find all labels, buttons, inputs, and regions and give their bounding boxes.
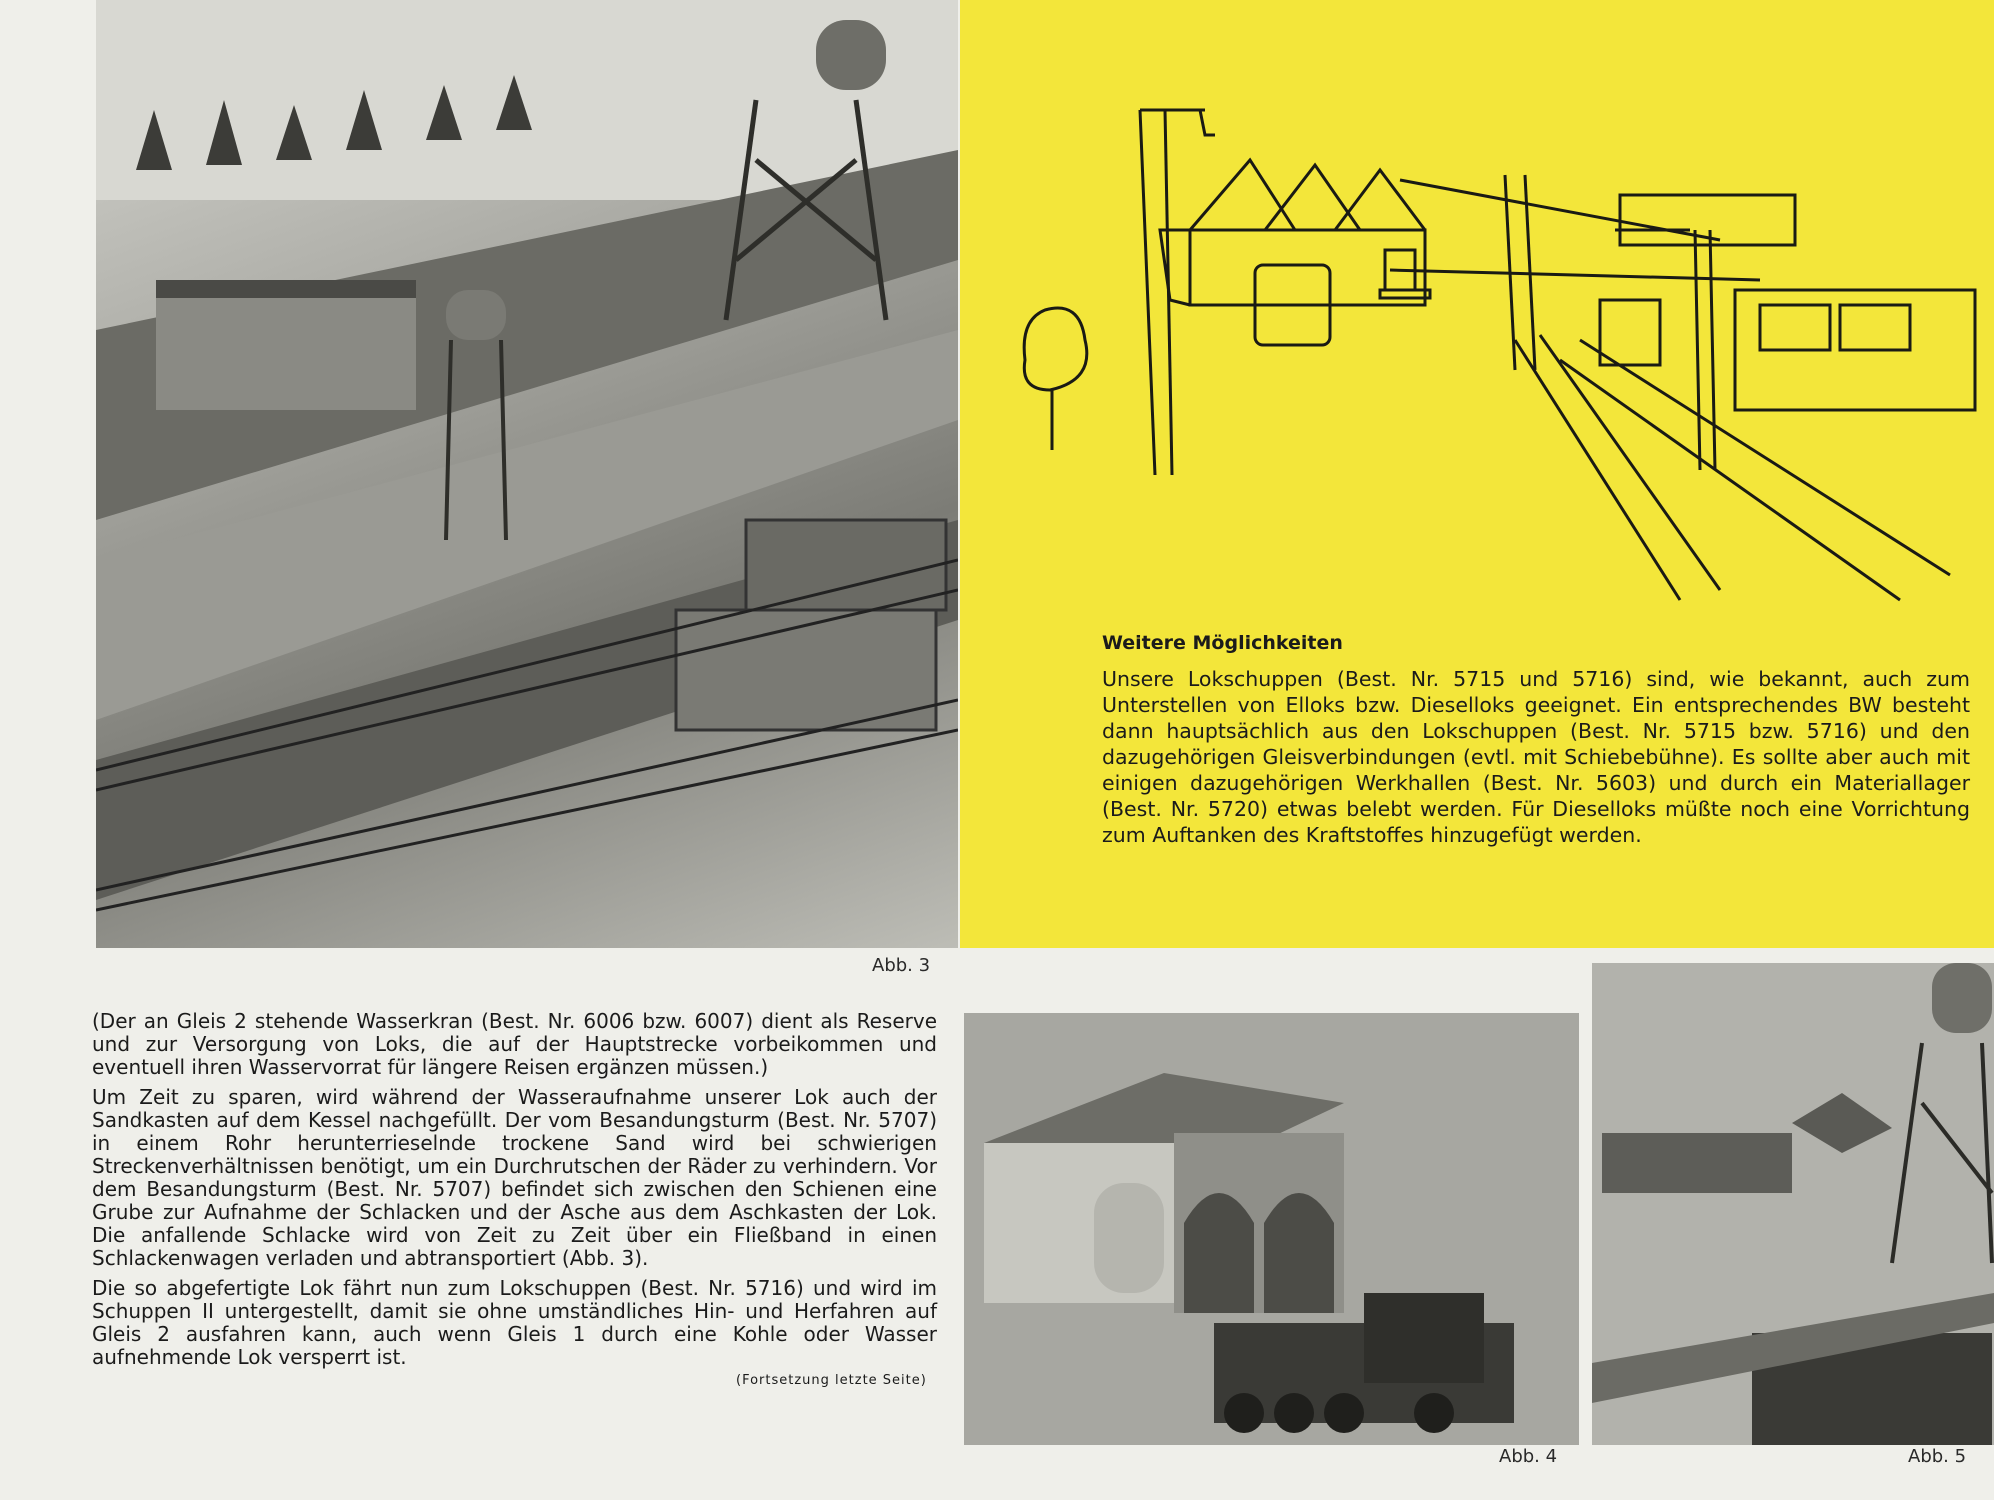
abb4-caption: Abb. 4 <box>1499 1446 1558 1467</box>
info-box <box>960 0 1994 948</box>
main-paragraph: Um Zeit zu sparen, wird während der Wasseraufnahme unserer Lok auch der Sandkasten auf dem Kessel nachgefüllt. Der vom Besandungsturm (Best. Nr. 5707) in einem Rohr herunterrieselnde trockene Sand wird bei schwierigen Streckenverhältnissen benötigt, um ein Durchrutschen der Räder zu verhindern. Vor dem Besandungsturm (Best. Nr. 5707) befindet sich zwischen den Schienen eine Grube zur Aufnahme der Schlacken und der Asche aus dem Aschkasten der Lok. Die anfallende Schlacke wird von Zeit zu Zeit über ein Fließband in einen Schlackenwagen verladen und abtransportiert (Abb. 3). <box>92 1085 937 1270</box>
continuation-note: (Fortsetzung letzte Seite) <box>736 1373 927 1388</box>
abb3-caption: Abb. 3 <box>872 955 931 976</box>
main-text <box>92 1010 937 1376</box>
main-paragraph: (Der an Gleis 2 stehende Wasserkran (Best. Nr. 6006 bzw. 6007) dient als Reserve und zur Versorgung von Loks, die auf der Hauptstrecke vorbeikommen und eventuell ihren Wasservorrat für längere Reisen ergänzen müssen.) <box>92 1009 937 1079</box>
main-paragraph: Die so abgefertigte Lok fährt nun zum Lokschuppen (Best. Nr. 5716) und wird im Schuppen II untergestellt, damit sie ohne umständliches Hin- und Herfahren auf Gleis 2 ausfahren kann, auch wenn Gleis 1 durch eine Kohle oder Wasser aufnehmende Lok versperrt ist. <box>92 1276 937 1369</box>
abb5-photo <box>1592 963 1994 1445</box>
abb3-photo <box>96 0 958 948</box>
info-box-title: Weitere Möglichkeiten <box>1102 632 1343 654</box>
info-box-body: Unsere Lokschuppen (Best. Nr. 5715 und 5716) sind, wie bekannt, auch zum Unterstellen von Elloks bzw. Dieselloks geeignet. Ein entsprechendes BW besteht dann hauptsächlich aus den Lokschuppen (Best. Nr. 5715 bzw. 5716) und den dazugehörigen Gleisverbindungen (evtl. mit Schiebebühne). Es sollte aber auch mit einigen dazugehörigen Werkhallen (Best. Nr. 5603) und durch ein Materiallager (Best. Nr. 5720) etwas belebt werden. Für Dieselloks müßte noch eine Vorrichtung zum Auftanken des Kraftstoffes hinzugefügt werden. <box>1102 667 1970 847</box>
abb4-photo <box>964 1013 1579 1445</box>
abb5-caption: Abb. 5 <box>1908 1446 1967 1467</box>
